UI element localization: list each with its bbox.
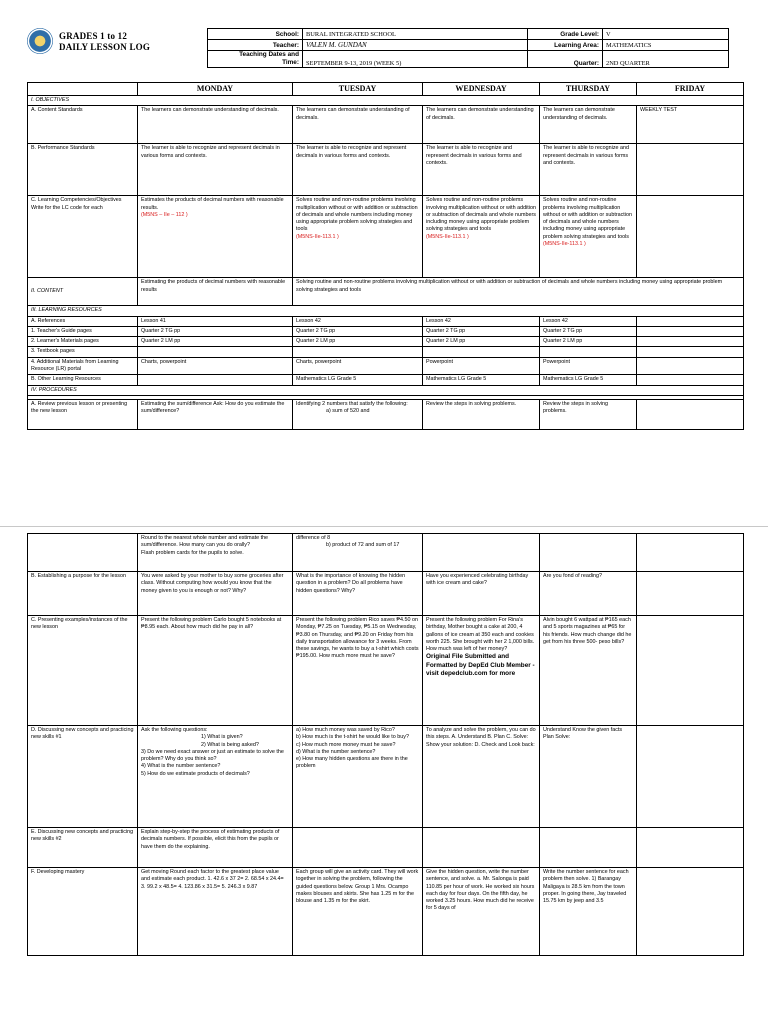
performance-standards-fri xyxy=(637,144,744,196)
tb-fri xyxy=(637,347,744,357)
competencies-mon xyxy=(138,196,293,278)
purpose-tue: What is the importance of knowing the hidden question in a problem? Do all problems have hidden questions? Why? xyxy=(293,572,423,616)
discussing-tue-e: e) How many hidden questions are there in the problem xyxy=(296,756,408,770)
review-cont-mon xyxy=(138,534,293,572)
discussing-2-wed xyxy=(423,828,540,868)
mastery-label: F. Developing mastery xyxy=(28,868,138,956)
performance-standards-label: B. Performance Standards xyxy=(28,144,138,196)
review-cont-wed xyxy=(423,534,540,572)
discussing-tue-d: d) What is the number sentence? xyxy=(296,748,376,755)
add-wed: Powerpoint xyxy=(423,357,540,375)
competencies-wed xyxy=(423,196,540,278)
content-standards-fri: WEEKLY TEST xyxy=(637,106,744,144)
purpose-thu: Are you fond of reading? xyxy=(540,572,637,616)
competencies-wed-text: Solves routine and non-routine problems involving multiplication without or with addition or subtraction of decimals and whole numbers including money using appropriate problem solving strategies and tools xyxy=(426,197,536,233)
title-line-1: GRADES 1 to 12 xyxy=(59,31,128,41)
section-procedures: IV. PROCEDURES xyxy=(28,385,744,395)
tb-wed xyxy=(423,347,540,357)
competencies-wed-code: (M5NS-IIe-113.1 ) xyxy=(426,233,469,240)
quarter-label: Quarter: xyxy=(528,51,603,68)
review-mon: Estimating the sum/difference Ask: How do you estimate the sum/difference? xyxy=(138,399,293,429)
grade-value: V xyxy=(603,29,729,40)
school-value: BURAL INTEGRATED SCHOOL xyxy=(303,29,528,40)
add-tue: Charts, powerpoint xyxy=(293,357,423,375)
performance-standards-thu: The learner is able to recognize and represent decimals in various forms and contexts. xyxy=(540,144,637,196)
discussing-1-tue xyxy=(293,726,423,828)
tg-tue: Quarter 2 TG pp xyxy=(293,326,423,336)
mastery-thu: Write the number sentence for each problem then solve. 1) Barangay Maligaya is 28.5 km from the town proper. In going there, Jay traveled 15.75 km by jeep and 3.5 xyxy=(540,868,637,956)
deped-seal-icon xyxy=(27,28,53,54)
tb-thu xyxy=(540,347,637,357)
discussing-1-label: D. Discussing new concepts and practicing new skills #1 xyxy=(28,726,138,828)
performance-standards-mon: The learner is able to recognize and represent decimals in various forms and contexts. xyxy=(138,144,293,196)
review-tue xyxy=(293,399,423,429)
teacher-label: Teacher: xyxy=(208,40,303,51)
discussing-2-thu xyxy=(540,828,637,868)
lesson-wed: Lesson 42 xyxy=(423,316,540,326)
review-thu: Review the steps in solving problems. xyxy=(540,399,637,429)
review-cont-thu xyxy=(540,534,637,572)
discussing-1-thu: Understand Know the given facts Plan Solve: xyxy=(540,726,637,828)
log-title xyxy=(59,31,150,53)
discussing-2-label: E. Discussing new concepts and practicing new skills #2 xyxy=(28,828,138,868)
content-tue-to-fri: Solving routine and non-routine problems involving multiplication without or with addition or subtraction of decimals and whole numbers including money using appropriate problem solving strategies and tools xyxy=(293,278,744,306)
lm-wed: Quarter 2 LM pp xyxy=(423,337,540,347)
competencies-mon-text: Estimates the products of decimal numbers with reasonable results. xyxy=(141,197,284,211)
review-fri xyxy=(637,399,744,429)
content-standards-label: A. Content Standards xyxy=(28,106,138,144)
tb-mon xyxy=(138,347,293,357)
mastery-mon: Get moving Round each factor to the greatest place value and estimate each product. 1. 42.6 x 37 2= 2. 68.54 x 24.4= 3. 99.2 x 48.5= 4. 123.86 x 31.5= 5. 246.3 x 9.87 xyxy=(138,868,293,956)
dates-value: SEPTEMBER 9-13, 2019 (WEEK 5) xyxy=(303,51,528,68)
presenting-tue: Present the following problem Rico saves ₱4.50 on Monday, ₱7.25 on Tuesday, ₱5.15 on Wednesday, ₱3.80 on Thursday, and ₱9.20 on Friday from his daily transportation allowance for 3 weeks. From these savings, he wants to buy a t-shirt which costs ₱195.00. How much more must he save? xyxy=(293,616,423,726)
discussing-tue-c: c) How much more money must he save? xyxy=(296,741,396,748)
day-friday: FRIDAY xyxy=(637,83,744,96)
purpose-fri xyxy=(637,572,744,616)
lesson-mon: Lesson 41 xyxy=(138,316,293,326)
discussing-mon-intro: Ask the following questions: xyxy=(141,727,208,733)
competencies-tue-code: (M5NS-IIe-113.1 ) xyxy=(296,233,339,240)
discussing-mon-q2: 2) What is being asked? xyxy=(201,741,259,748)
presenting-mon: Present the following problem Carlo bought 5 notebooks at ₱8.95 each. About how much did he pay in all? xyxy=(138,616,293,726)
presenting-fri xyxy=(637,616,744,726)
review-cont-label xyxy=(28,534,138,572)
content-standards-tue: The learners can demonstrate understanding of decimals. xyxy=(293,106,423,144)
lm-tue: Quarter 2 LM pp xyxy=(293,337,423,347)
content-mon: Estimating the products of decimal numbers with reasonable results xyxy=(138,278,293,306)
area-value: MATHEMATICS xyxy=(603,40,729,51)
lesson-table-page-2 xyxy=(27,533,744,956)
title-line-2: DAILY LESSON LOG xyxy=(59,42,151,52)
info-table xyxy=(207,28,729,68)
mastery-wed: Give the hidden question, write the number sentence, and solve. a. Mr. Salonga is paid 110.85 per hour of work. He worked six hours each day for four days. On the fifth day, he worked 3.25 hours. How much did he receive for 5 days of xyxy=(423,868,540,956)
discussing-2-fri xyxy=(637,828,744,868)
lm-thu: Quarter 2 LM pp xyxy=(540,337,637,347)
competencies-tue xyxy=(293,196,423,278)
competencies-fri xyxy=(637,196,744,278)
presenting-label: C. Presenting examples/instances of the new lesson xyxy=(28,616,138,726)
other-wed: Mathematics LG Grade 5 xyxy=(423,375,540,385)
discussing-mon-q4: 4) What is the number sentence? xyxy=(141,763,221,770)
purpose-wed: Have you experienced celebrating birthday with ice cream and cake? xyxy=(423,572,540,616)
page-2 xyxy=(0,526,768,1025)
lesson-tue: Lesson 42 xyxy=(293,316,423,326)
purpose-mon: You were asked by your mother to buy some groceries after class. Without computing how would you know that the money given to you is enough or not? Why? xyxy=(138,572,293,616)
dates-label-2: Time: xyxy=(282,59,299,66)
grade-label: Grade Level: xyxy=(528,29,603,40)
review-cont-fri xyxy=(637,534,744,572)
discussing-1-wed: To analyze and solve the problem, you can do this steps. A. Understand B. Plan C. Solve: Show your solution: D. Check and Look back: xyxy=(423,726,540,828)
dates-label-1: Teaching Dates and xyxy=(239,51,299,58)
other-thu: Mathematics LG Grade 5 xyxy=(540,375,637,385)
section-resources: III. LEARNING RESOURCES xyxy=(28,306,744,316)
review-cont-mon-2: Flash problem cards for the pupils to solve. xyxy=(141,549,244,556)
content-standards-mon: The learners can demonstrate understanding of decimals. xyxy=(138,106,293,144)
day-wednesday: WEDNESDAY xyxy=(423,83,540,96)
discussing-tue-b: b) How much is the t-shirt he would like to buy? xyxy=(296,734,409,741)
content-label: II. CONTENT xyxy=(28,278,138,306)
tg-fri xyxy=(637,326,744,336)
day-monday: MONDAY xyxy=(138,83,293,96)
presenting-wed xyxy=(423,616,540,726)
competencies-thu-code: (M5NS-IIe-113.1 ) xyxy=(543,241,586,248)
discussing-mon-q3: 3) Do we need exact answer or just an estimate to solve the problem? Why do you think so? xyxy=(141,748,284,763)
lesson-table-page-1 xyxy=(27,82,744,430)
content-standards-wed: The learners can demonstrate understanding of decimals. xyxy=(423,106,540,144)
mastery-fri xyxy=(637,868,744,956)
add-thu: Powerpoint xyxy=(540,357,637,375)
competencies-label: C. Learning Competencies/Objectives Write for the LC code for each xyxy=(28,196,138,278)
tg-wed: Quarter 2 TG pp xyxy=(423,326,540,336)
lesson-thu: Lesson 42 xyxy=(540,316,637,326)
day-tuesday: TUESDAY xyxy=(293,83,423,96)
lesson-fri xyxy=(637,316,744,326)
school-label: School: xyxy=(208,29,303,40)
review-cont-tue-1: difference of 8 xyxy=(296,535,331,541)
tg-thu: Quarter 2 TG pp xyxy=(540,326,637,336)
discussing-1-fri xyxy=(637,726,744,828)
review-label: A. Review previous lesson or presenting the new lesson xyxy=(28,399,138,429)
teachers-guide-label: 1. Teacher's Guide pages xyxy=(28,326,138,336)
discussing-2-mon: Explain step-by-step the process of estimating products of decimals numbers. If possible, elicit this from the pupils or have them do the explaining. xyxy=(138,828,293,868)
dates-label xyxy=(208,51,303,68)
page-1 xyxy=(0,0,768,490)
discussing-1-mon xyxy=(138,726,293,828)
mastery-tue: Each group will give an activity card. They will work together in solving the problem, following the guided questions below. Group 1 Mrs. Ocampo makes blouses and skirts. She has 1.25 m for the blouse and 1.35 m for the skirt. xyxy=(293,868,423,956)
corner-cell xyxy=(28,83,138,96)
presenting-thu: Alvin bought 6 wattpad at ₱165 each and 5 sports magazines at ₱65 for his friends. How much change did he get from his three 500- peso bills? xyxy=(540,616,637,726)
review-tue-intro: Identifying 2 numbers that satisfy the following: xyxy=(296,400,408,407)
review-cont-tue-2: b) product of 72 and sum of 17 xyxy=(326,542,400,549)
content-standards-thu: The learners can demonstrate understanding of decimals. xyxy=(540,106,637,144)
review-cont-tue xyxy=(293,534,423,572)
tb-tue xyxy=(293,347,423,357)
additional-materials-label: 4. Additional Materials from Learning Resource (LR) portal xyxy=(28,357,138,375)
add-mon: Charts, powerpoint xyxy=(138,357,293,375)
presenting-wed-text: Present the following problem For Rina's birthday, Mother bought a cake at 200, 4 gallons of ice cream at 350 each and cookies worth 225. She brought with her 2 1,000 bills. How much was left of her money? xyxy=(426,617,535,653)
teacher-value: VALEN M. GUNDAN xyxy=(303,40,528,51)
lm-mon: Quarter 2 LM pp xyxy=(138,337,293,347)
competencies-tue-text: Solves routine and non-routine problems involving multiplication without or with addition or subtraction of decimals and whole numbers including money using appropriate problem solving strategies and tools xyxy=(296,197,418,233)
other-mon xyxy=(138,375,293,385)
section-objectives: I. OBJECTIVES xyxy=(28,96,744,106)
area-label: Learning Area: xyxy=(528,40,603,51)
performance-standards-tue: The learner is able to recognize and represent decimals in various forms and contexts. xyxy=(293,144,423,196)
day-thursday: THURSDAY xyxy=(540,83,637,96)
competencies-thu-text: Solves routine and non-routine problems involving multiplication without or with addition or subtraction of decimals and whole numbers including money using appropriate problem solving strategies and tools xyxy=(543,197,632,240)
references-label: A. References xyxy=(28,316,138,326)
review-cont-mon-1: Round to the nearest whole number and estimate the sum/difference. How many can you do orally? xyxy=(141,535,269,549)
quarter-value: 2ND QUARTER xyxy=(603,51,729,68)
learners-materials-label: 2. Learner's Materials pages xyxy=(28,337,138,347)
other-resources-label: B. Other Learning Resources xyxy=(28,375,138,385)
discussing-mon-q1: 1) What is given? xyxy=(201,734,243,741)
purpose-label: B. Establishing a purpose for the lesson xyxy=(28,572,138,616)
review-wed: Review the steps in solving problems. xyxy=(423,399,540,429)
presenting-wed-note: Original File Submitted and Formatted by DepEd Club Member - visit depedclub.com for more xyxy=(426,653,535,678)
add-fri xyxy=(637,357,744,375)
other-fri xyxy=(637,375,744,385)
other-tue: Mathematics LG Grade 5 xyxy=(293,375,423,385)
discussing-tue-a: a) How much money was saved by Rico? xyxy=(296,727,395,733)
discussing-mon-q5: 5) How do we estimate products of decimals? xyxy=(141,770,250,777)
performance-standards-wed: The learner is able to recognize and represent decimals in various forms and contexts. xyxy=(423,144,540,196)
discussing-2-tue xyxy=(293,828,423,868)
tg-mon: Quarter 2 TG pp xyxy=(138,326,293,336)
textbook-label: 3. Textbook pages xyxy=(28,347,138,357)
lm-fri xyxy=(637,337,744,347)
review-tue-a: a) sum of 520 and xyxy=(326,408,370,415)
competencies-mon-code: (M5NS – IIe – 112 ) xyxy=(141,211,188,218)
competencies-thu xyxy=(540,196,637,278)
